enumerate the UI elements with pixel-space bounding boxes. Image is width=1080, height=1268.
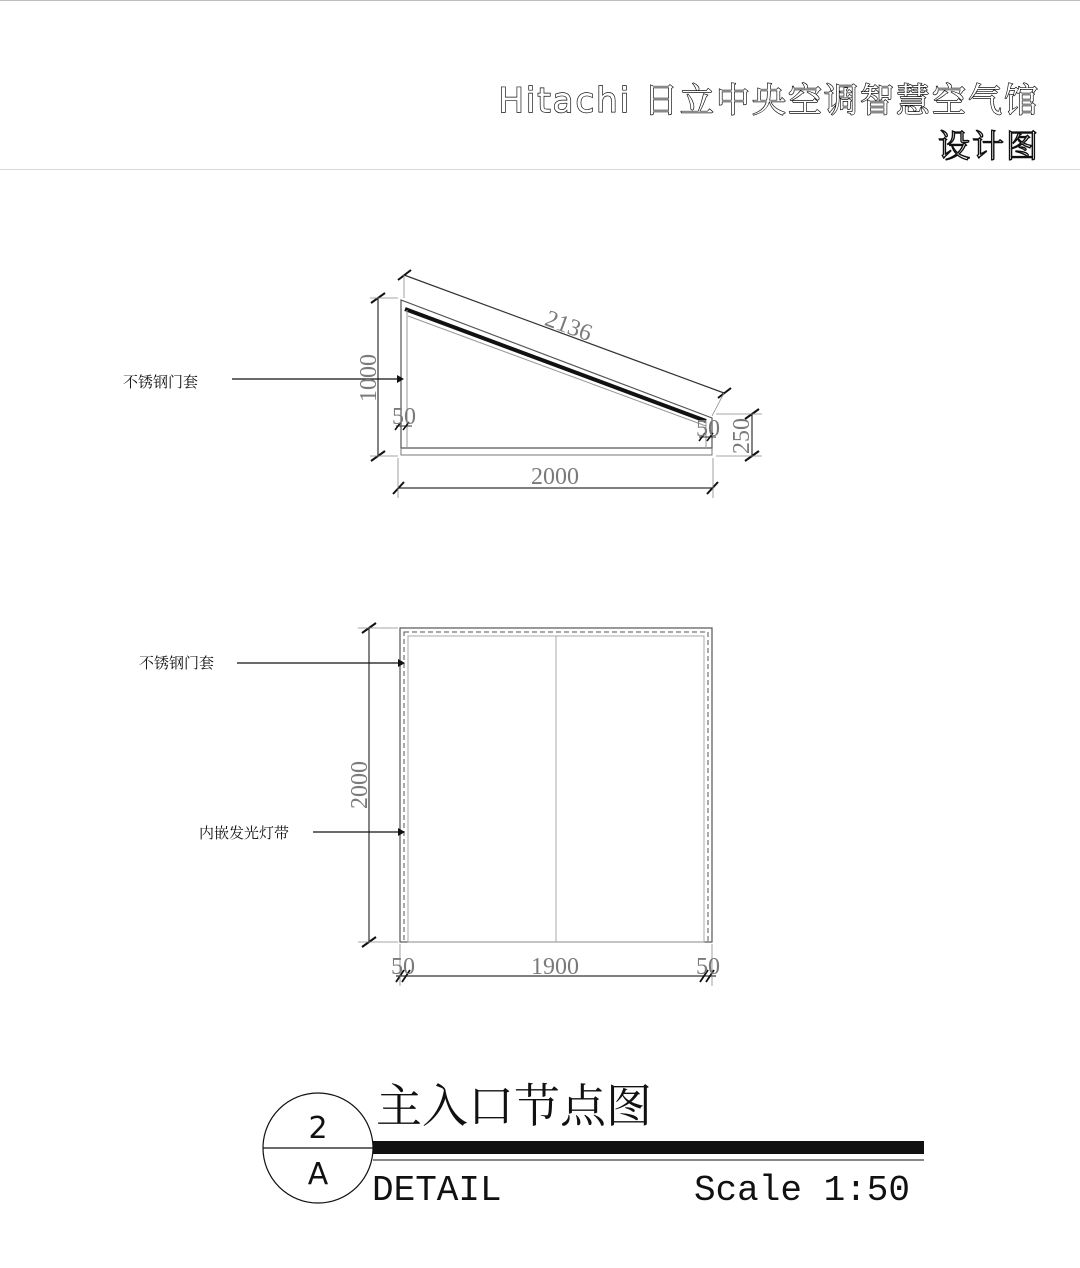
callout-led-strip: 内嵌发光灯带: [199, 824, 290, 842]
dim-label-side-right: 50: [696, 954, 720, 980]
dim-label-door-height: 2000: [347, 761, 373, 809]
section-base-strip: [401, 448, 712, 455]
sheet-title: 主入口节点图: [376, 1079, 652, 1133]
dim-label-low-end: 250: [729, 418, 755, 454]
title-underline-thick: [373, 1141, 924, 1154]
dim-label-thickness-left: 50: [392, 404, 416, 430]
drawing-type-title: 设计图: [937, 127, 1040, 165]
dim-label-height: 1000: [356, 354, 382, 402]
scale-label: Scale 1:50: [693, 1170, 910, 1211]
detail-label: DETAIL: [372, 1170, 502, 1211]
callout-stainless-frame-elevation: 不锈钢门套: [139, 654, 215, 672]
detail-number: 2: [308, 1111, 328, 1146]
callout-stainless-frame-section: 不锈钢门套: [123, 373, 199, 391]
dim-label-side-left: 50: [391, 954, 415, 980]
sheet-letter: A: [307, 1157, 329, 1192]
section-view: [232, 270, 762, 498]
dim-label-door-width: 1900: [531, 954, 579, 980]
elevation-view: [237, 623, 716, 986]
project-title: Hitachi 日立中央空调智慧空气馆: [498, 81, 1040, 121]
dim-label-slope: 2136: [541, 305, 596, 347]
dim-label-thickness-right: 50: [696, 416, 720, 442]
dim-label-base: 2000: [531, 464, 579, 490]
